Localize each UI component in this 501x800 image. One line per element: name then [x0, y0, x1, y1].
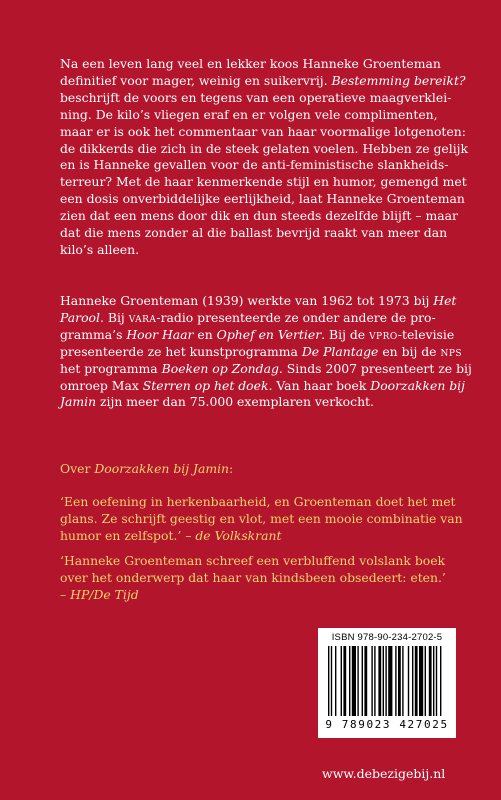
blurb-line: Na een leven lang veel en lekker koos Hanneke Groenteman: [60, 56, 441, 71]
bio-title: Doorzakken bij: [370, 377, 465, 393]
barcode-bar: [364, 646, 367, 716]
quotes-heading: [60, 461, 455, 478]
quote-text: –: [60, 586, 71, 602]
quote-line: [60, 587, 455, 604]
bio-title: Parool: [60, 309, 100, 325]
barcode-bar: [398, 646, 401, 716]
blurb-line: maar er is ook het commentaar van haar voormalige lotgenoten:: [60, 123, 466, 139]
barcode-bar: [433, 646, 434, 716]
quote-text: humor en zelfspot.’ –: [60, 527, 196, 543]
bio-text: het programma: [60, 360, 162, 376]
barcode-bar: [415, 646, 418, 716]
blurb-text: definitief voor mager, weinig en suikervrij.: [60, 72, 332, 88]
isbn-label: ISBN 978-90-234-2702-5: [331, 632, 443, 643]
blurb-line: beschrijft de voors en tegens van een operatieve maagverklei-: [60, 89, 452, 105]
book-title: Bestemming bereikt?: [331, 72, 466, 88]
barcode-bar: [425, 646, 426, 716]
previous-book-title: Doorzakken bij Jamin: [94, 461, 230, 476]
author-bio: [60, 293, 472, 411]
blurb-line: dat die mens zonder al die ballast bevrijd raakt van meer dan: [60, 225, 448, 241]
quote-line: ‘Hanneke Groenteman schreef een verbluffend volslank boek: [60, 553, 446, 568]
barcode-bar: [385, 646, 386, 716]
bio-text: . Bij: [99, 309, 129, 325]
barcode-bar: [328, 646, 329, 716]
barcode-bar: [349, 646, 350, 716]
bio-line: [60, 360, 472, 378]
bio-title: Jamin: [60, 394, 97, 410]
bio-text: gramma’s: [60, 326, 127, 342]
quote-source: HP/De Tijd: [70, 586, 139, 602]
barcode-bar: [378, 646, 381, 716]
blurb-line: de dikkerds die zich in de steek gelaten voelen. Hebben ze gelijk: [60, 140, 469, 156]
publisher-website: www.debezigebij.nl: [322, 766, 446, 781]
blurb-line: terreur? Met de haar kenmerkende stijl en humor, gemengd met: [60, 174, 467, 190]
bio-text: en bij de: [378, 343, 441, 359]
isbn-barcode: [318, 628, 456, 738]
bio-line: [60, 343, 463, 361]
barcode-bar: [362, 646, 363, 716]
bio-line: [60, 327, 455, 344]
bio-title: Ophef en Vertier: [216, 326, 322, 342]
bio-text: . Van haar boek: [268, 377, 371, 393]
barcode-bar: [343, 646, 346, 716]
barcode-bar: [388, 646, 392, 716]
bio-line: [60, 377, 465, 395]
barcode-bar: [383, 646, 384, 716]
blurb-line: zien dat een mens door dik en dun steeds dezelfde blijft – maar: [60, 208, 458, 224]
barcode-bar: [408, 646, 409, 716]
barcode-bar: [429, 646, 432, 716]
barcode-bar: [341, 646, 342, 716]
bio-text: zijn meer dan 75.000 exemplaren verkocht.: [96, 394, 374, 410]
bio-text: -televisie: [397, 326, 455, 342]
quote-line: glans. Ze schrijft geestig en vlot, met een mooie combinatie van: [60, 510, 463, 526]
bio-text: en: [193, 326, 217, 342]
quote-line: over het onderwerp dat haar van kindsbeen obsedeert: eten.’: [60, 569, 446, 585]
broadcaster-name: nps: [440, 343, 463, 359]
bio-text: -radio presenteerde ze onder andere de pro-: [156, 309, 436, 325]
blurb-line: en is Hanneke gevallen voor de anti-feministische slankheids-: [60, 157, 449, 173]
bio-text: . Sinds 2007 presenteert ze bij: [278, 360, 472, 376]
quotes-heading-line: [60, 461, 455, 478]
bio-title: Boeken op Zondag: [161, 360, 279, 376]
blurb-line: ning. De kilo’s vliegen eraf en er volgen vele complimenten,: [60, 106, 438, 122]
broadcaster-name: vara: [128, 309, 157, 325]
book-blurb: [60, 56, 469, 259]
blurb-line: kilo’s alleen.: [60, 241, 140, 257]
bio-line: [60, 293, 455, 310]
review-quote-hp-de-tijd: [60, 553, 455, 604]
barcode-bar: [352, 646, 356, 716]
bio-text: presenteerde ze het kunstprogramma: [60, 343, 302, 359]
bio-text: . Bij de: [321, 326, 370, 342]
broadcaster-name: vpro: [369, 326, 398, 342]
bio-text: omroep Max: [60, 377, 143, 393]
barcode-bar: [436, 646, 437, 716]
bio-text: Hanneke Groenteman (1939) werkte van 1962 tot 1973 bij: [60, 293, 434, 308]
barcode-bar: [331, 646, 332, 716]
barcode-bar: [357, 646, 358, 716]
bio-line: [60, 394, 455, 411]
bio-title: Sterren op het doek: [142, 377, 269, 393]
barcode-bar: [335, 646, 336, 716]
bio-title: Het: [433, 293, 457, 308]
barcode-bar: [371, 646, 372, 716]
review-quote-volkskrant: [60, 494, 463, 545]
quote-source: de Volkskrant: [195, 527, 282, 543]
barcode-bar: [402, 646, 403, 716]
barcode-bar: [440, 646, 441, 716]
barcode-bar: [374, 646, 375, 716]
barcode-bars: [326, 646, 448, 716]
quote-line: [60, 528, 455, 545]
bio-line: [60, 310, 455, 327]
barcode-bar: [395, 646, 396, 716]
ean-digits: 9 789023 427025: [325, 718, 449, 731]
barcode-bar: [419, 646, 423, 716]
quote-line: ‘Een oefening in herkenbaarheid, en Groenteman doet het met: [60, 494, 456, 509]
barcode-bar: [412, 646, 413, 716]
bio-title: De Plantage: [301, 343, 379, 359]
quotes-heading-text: :: [229, 461, 234, 476]
blurb-line: een dosis onverbiddelijke eerlijkheid, laat Hanneke Groenteman: [60, 191, 465, 207]
blurb-line: [60, 72, 466, 90]
quotes-heading-text: Over: [60, 461, 95, 476]
bio-title: Hoor Haar: [126, 326, 194, 342]
